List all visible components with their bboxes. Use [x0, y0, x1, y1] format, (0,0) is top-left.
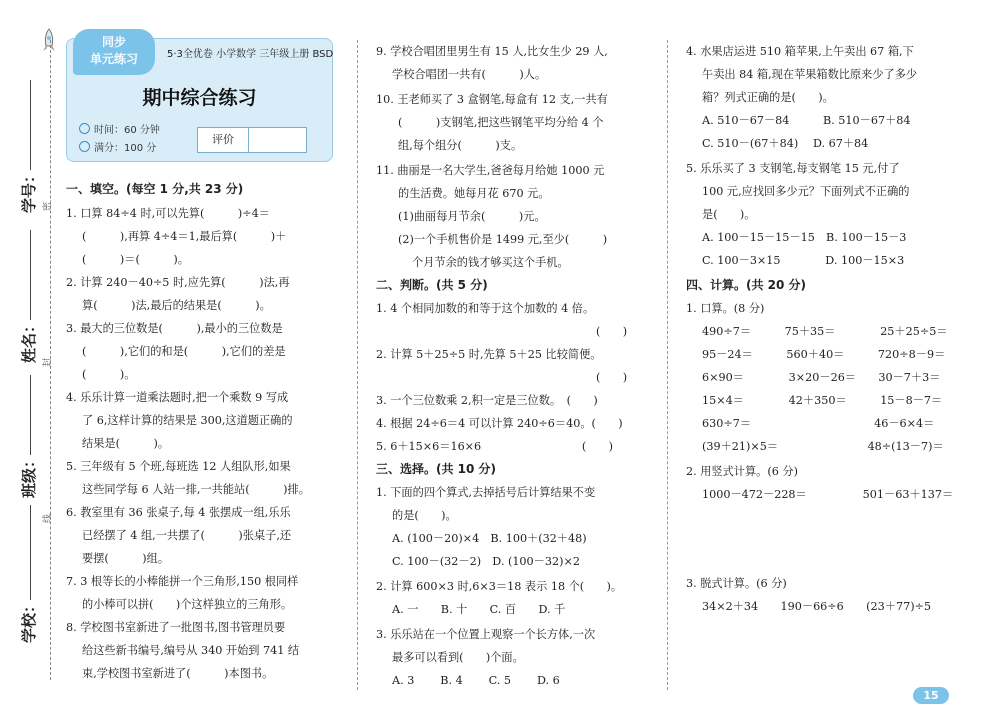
clock-icon	[79, 123, 90, 134]
rocket-icon	[40, 28, 58, 54]
cut-char-xian: 线	[43, 513, 54, 524]
calc-row: 630÷7＝ 46－6×4＝	[702, 417, 935, 430]
question-line: 2. 计算 5＋25÷5 时,先算 5＋25 比较简便。	[376, 348, 602, 361]
question-line: 要摆( )组。	[82, 552, 170, 565]
answer-blank[interactable]: ( )	[596, 371, 628, 384]
answer-blank[interactable]: ( )	[596, 325, 628, 338]
sync-badge	[73, 29, 155, 75]
question-line: 给这些新书编号,编号从 340 开始到 741 结	[82, 644, 300, 657]
question-line: (1)曲丽每月节余( )元。	[398, 210, 546, 223]
question-line: 5. 6＋15×6＝16×6 ( )	[376, 440, 613, 453]
question-line: 1. 口算。(8 分)	[686, 302, 765, 315]
calc-row: 34×2＋34 190－66÷6 (23＋77)÷5	[702, 600, 932, 613]
column-divider-1	[357, 40, 358, 690]
question-line: ( ),再算 4÷4＝1,最后算( )＋	[82, 230, 287, 243]
question-line: 的生活费。她每月花 670 元。	[398, 187, 550, 200]
student-number-field[interactable]	[30, 80, 31, 170]
question-line: 箱？列式正确的是( )。	[702, 91, 834, 104]
question-line: 5. 乐乐买了 3 支钢笔,每支钢笔 15 元,付了	[686, 162, 900, 175]
question-line: 3. 乐乐站在一个位置上观察一个长方体,一次	[376, 628, 596, 641]
calc-row: 95－24＝ 560＋40＝ 720÷8－9＝	[702, 348, 946, 361]
question-line: 3. 最大的三位数是( ),最小的三位数是	[66, 322, 283, 335]
choice-line: A. 一 B. 十 C. 百 D. 千	[392, 603, 566, 616]
choice-line: A. 3 B. 4 C. 5 D. 6	[392, 674, 560, 687]
question-line: 4. 根据 24÷6＝4 可以计算 240÷6＝40。( )	[376, 417, 623, 430]
student-number-label: 学号：	[20, 167, 39, 214]
question-line: ( )＝( )。	[82, 253, 189, 266]
calc-row: 490÷7＝ 75＋35＝ 25＋25÷5＝	[702, 325, 948, 338]
question-line: (2)一个手机售价是 1499 元,至少( )	[398, 233, 608, 246]
question-line: 4. 水果店运进 510 箱苹果,上午卖出 67 箱,下	[686, 45, 914, 58]
question-line: 100 元,应找回多少元？下面列式不正确的	[702, 185, 910, 198]
question-line: 2. 用竖式计算。(6 分)	[686, 465, 798, 478]
question-line: 7. 3 根等长的小棒能拼一个三角形,150 根同样	[66, 575, 299, 588]
evaluation-box	[197, 127, 307, 153]
column-divider-2	[667, 40, 668, 690]
question-line: 算( )法,最后的结果是( )。	[82, 299, 271, 312]
school-label: 学校：	[20, 597, 39, 644]
calc-row: 15×4＝ 42＋350＝ 15－8－7＝	[702, 394, 943, 407]
calc-row: 6×90＝ 3×20－26＝ 30－7＋3＝	[702, 371, 941, 384]
section-heading: 二、判断。(共 5 分)	[376, 278, 488, 292]
question-line: 9. 学校合唱团里男生有 15 人,比女生少 29 人,	[376, 45, 608, 58]
question-line: 1. 4 个相同加数的和等于这个加数的 4 倍。	[376, 302, 595, 315]
question-line: 这些同学每 6 人站一排,一共能站( )排。	[82, 483, 310, 496]
exam-header	[66, 35, 334, 162]
question-line: 2. 计算 240－40÷5 时,应先算( )法,再	[66, 276, 290, 289]
question-line: 3. 脱式计算。(6 分)	[686, 577, 787, 590]
check-icon	[79, 141, 90, 152]
evaluation-field[interactable]	[249, 128, 306, 152]
cut-char-mi: 密	[43, 201, 54, 212]
question-line: 已经摆了 4 组,一共摆了( )张桌子,还	[82, 529, 292, 542]
question-line: ( ),它们的和是( ),它们的差是	[82, 345, 286, 358]
question-line: 学校合唱团一共有( )人。	[392, 68, 547, 81]
score-text: 满分：100 分	[94, 143, 157, 154]
question-line: 的是( )。	[392, 509, 457, 522]
question-line: ( )支钢笔,把这些钢笔平均分给 4 个	[398, 116, 604, 129]
question-line: 了 6,这样计算的结果是 300,这道题正确的	[82, 414, 293, 427]
choice-line: C. 100－3×15 D. 100－15×3	[702, 254, 905, 267]
calc-row: 1000－472－228＝ 501－63＋137＝	[702, 488, 954, 501]
cut-char-feng: 封	[43, 357, 54, 368]
time-text: 时间：60 分钟	[94, 125, 160, 136]
question-line: 1. 下面的四个算式,去掉括号后计算结果不变	[376, 486, 596, 499]
choice-line: C. 100－(32－2) D. (100－32)×2	[392, 555, 580, 568]
class-label: 班级：	[20, 452, 39, 499]
page-number: 15	[913, 687, 949, 704]
section-heading: 一、填空。(每空 1 分,共 23 分)	[66, 182, 244, 196]
name-label: 姓名：	[20, 317, 39, 364]
calc-row: (39＋21)×5＝ 48÷(13－7)＝	[702, 440, 944, 453]
question-line: 10. 王老师买了 3 盒钢笔,每盒有 12 支,一共有	[376, 93, 608, 106]
question-line: 束,学校图书室新进了( )本图书。	[82, 667, 274, 680]
time-limit	[79, 121, 160, 136]
question-line: 3. 一个三位数乘 2,积一定是三位数。 ( )	[376, 394, 598, 407]
choice-line: A. (100－20)×4 B. 100＋(32＋48)	[392, 532, 587, 545]
question-line: 个月节余的钱才够买这个手机。	[412, 256, 569, 269]
choice-line: C. 510－(67＋84) D. 67＋84	[702, 137, 869, 150]
question-line: 6. 教室里有 36 张桌子,每 4 张摆成一组,乐乐	[66, 506, 291, 519]
question-line: 结果是( )。	[82, 437, 170, 450]
question-line: 5. 三年级有 5 个班,每班选 12 人组队形,如果	[66, 460, 291, 473]
question-line: 4. 乐乐计算一道乘法题时,把一个乘数 9 写成	[66, 391, 289, 404]
question-line: 最多可以看到( )个面。	[392, 651, 524, 664]
badge-line-2: 单元练习	[89, 52, 138, 66]
binding-strip	[0, 0, 62, 725]
question-line: 的小棒可以拼( )个这样独立的三角形。	[82, 598, 293, 611]
section-heading: 四、计算。(共 20 分)	[686, 278, 807, 292]
section-heading: 三、选择。(共 10 分)	[376, 462, 497, 476]
question-line: 2. 计算 600×3 时,6×3＝18 表示 18 个( )。	[376, 580, 623, 593]
badge-line-1: 同步	[101, 35, 126, 49]
evaluation-label: 评价	[198, 128, 249, 152]
question-line: 午卖出 84 箱,现在苹果箱数比原来少了多少	[702, 68, 918, 81]
question-line: 1. 口算 84÷4 时,可以先算( )÷4＝	[66, 207, 270, 220]
school-field[interactable]	[30, 505, 31, 600]
choice-line: A. 510－67－84 B. 510－67＋84	[702, 114, 911, 127]
question-line: 11. 曲丽是一名大学生,爸爸每月给她 1000 元	[376, 164, 605, 177]
question-line: 组,每个组分( )支。	[398, 139, 523, 152]
question-line: 8. 学校图书室新进了一批图书,图书管理员要	[66, 621, 286, 634]
question-line: ( )。	[82, 368, 136, 381]
question-line: 是( )。	[702, 208, 756, 221]
choice-line: A. 100－15－15－15 B. 100－15－3	[702, 231, 907, 244]
full-score	[79, 139, 156, 154]
name-field[interactable]	[30, 230, 31, 320]
series-title: 5·3全优卷 小学数学 三年级上册 BSD	[167, 49, 334, 60]
page-title: 期中综合练习	[142, 87, 257, 109]
class-field[interactable]	[30, 375, 31, 455]
